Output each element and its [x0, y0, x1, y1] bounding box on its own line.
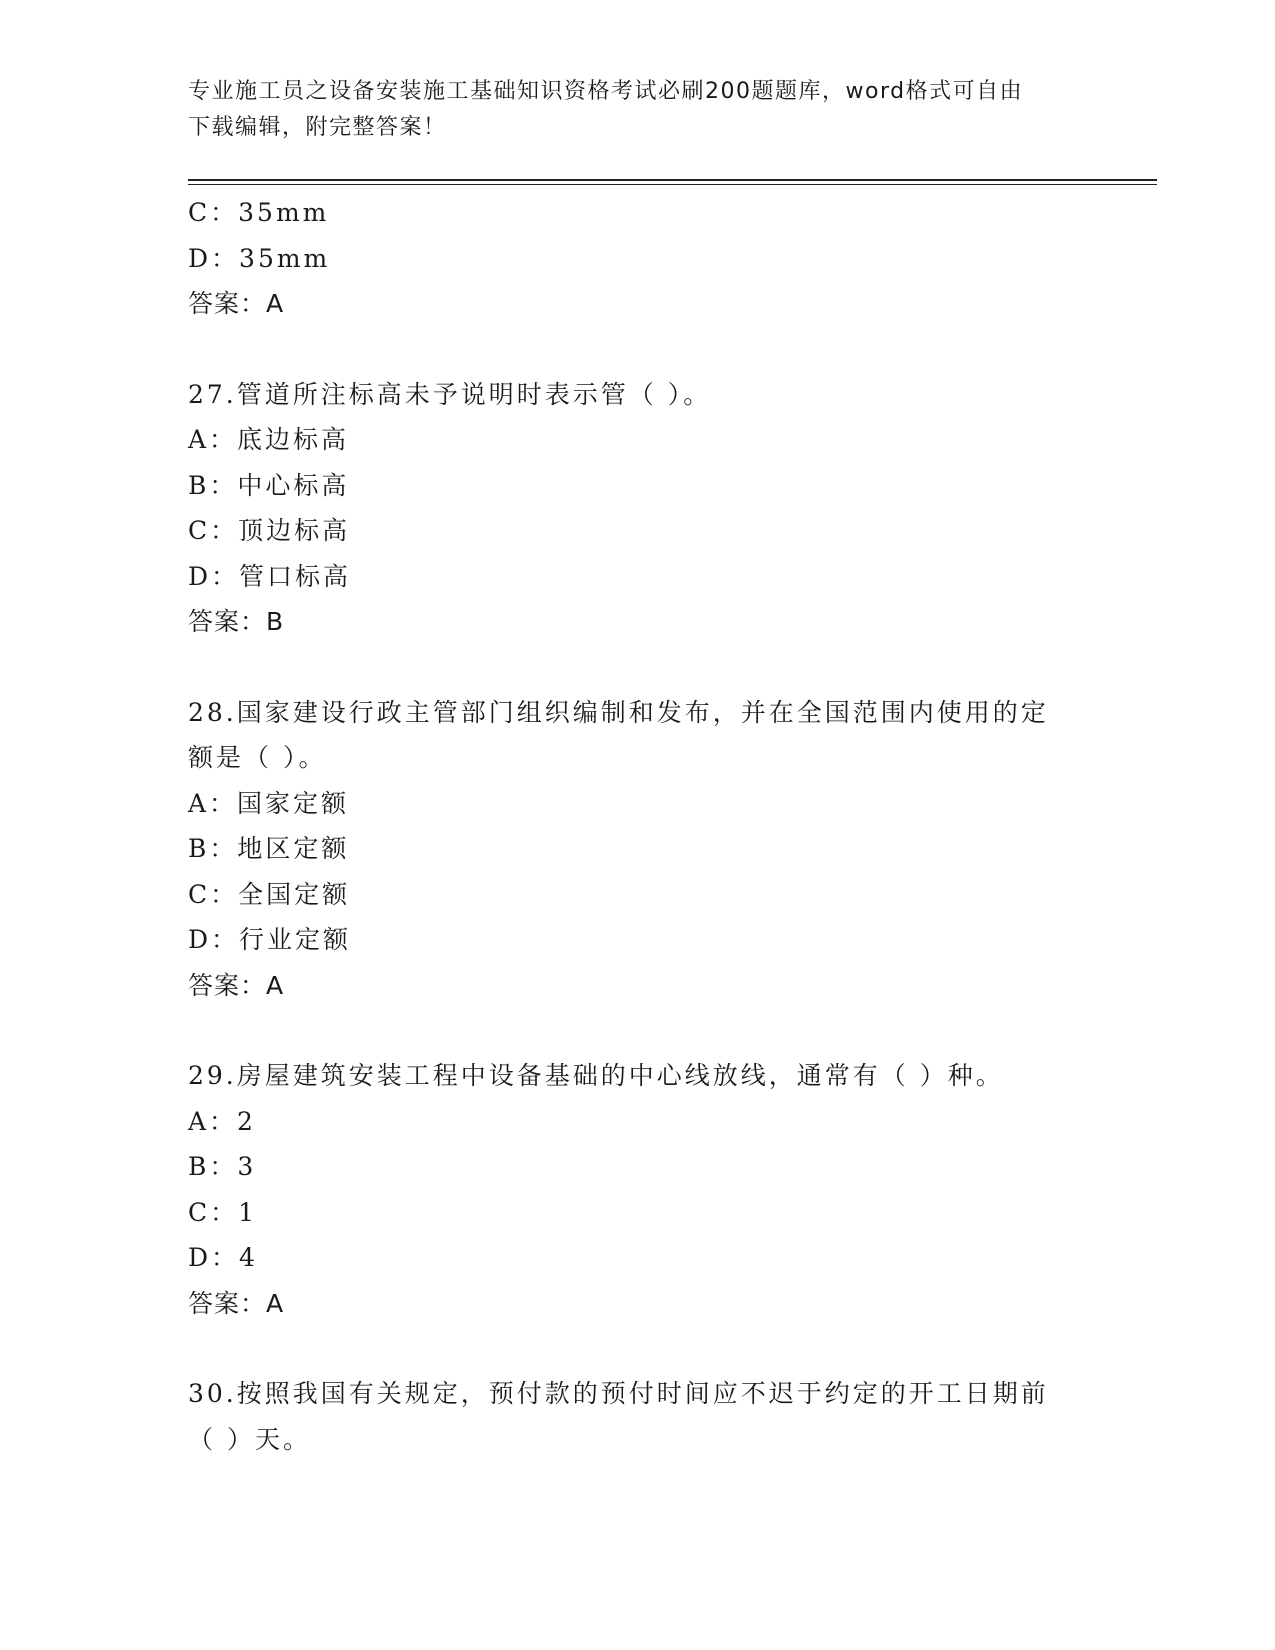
option-b: B：3	[188, 1152, 257, 1181]
option-a: A：底边标高	[188, 425, 350, 454]
question-stem: 29.房屋建筑安装工程中设备基础的中心线放线，通常有（ ）种。	[188, 1061, 1004, 1090]
header-divider-thick	[188, 179, 1157, 181]
option-d: D：35mm	[188, 243, 331, 273]
question-stem-line-1: 28.国家建设行政主管部门组织编制和发布，并在全国范围内使用的定	[188, 697, 1049, 727]
option-b: B：中心标高	[188, 470, 350, 500]
option-a: A：国家定额	[188, 788, 350, 818]
question-30	[188, 1371, 1088, 1462]
option-d: D：行业定额	[188, 925, 352, 954]
document-header	[188, 74, 1068, 146]
answer-line: 答案：A	[188, 289, 285, 318]
option-d: D：管口标高	[188, 561, 352, 591]
question-29	[188, 1053, 1088, 1326]
option-c: C：顶边标高	[188, 516, 351, 545]
header-title-line-1: 专业施工员之设备安装施工基础知识资格考试必刷200题题库，word格式可自由	[188, 79, 1024, 104]
option-d: D：4	[188, 1243, 258, 1272]
option-c: C：1	[188, 1197, 258, 1227]
question-26-continuation	[188, 190, 1088, 327]
option-c: C：35mm	[188, 198, 330, 227]
option-b: B：地区定额	[188, 834, 350, 863]
option-c: C：全国定额	[188, 879, 351, 909]
answer-line: 答案：A	[188, 970, 285, 1000]
header-title-line-2: 下载编辑，附完整答案！	[188, 115, 447, 140]
answer-line: 答案：B	[188, 607, 285, 636]
option-a: A：2	[188, 1106, 256, 1136]
header-divider-thin	[188, 184, 1157, 185]
question-stem: 27.管道所注标高未予说明时表示管（ ）。	[188, 379, 712, 409]
question-27	[188, 372, 1088, 645]
answer-line: 答案：A	[188, 1288, 285, 1318]
question-stem-line-2: 额是（ ）。	[188, 743, 327, 772]
question-28	[188, 690, 1088, 1009]
question-stem-line-1: 30.按照我国有关规定，预付款的预付时间应不迟于约定的开工日期前	[188, 1379, 1049, 1408]
question-list	[188, 190, 1088, 1462]
question-stem-line-2: （ ）天。	[188, 1424, 311, 1454]
